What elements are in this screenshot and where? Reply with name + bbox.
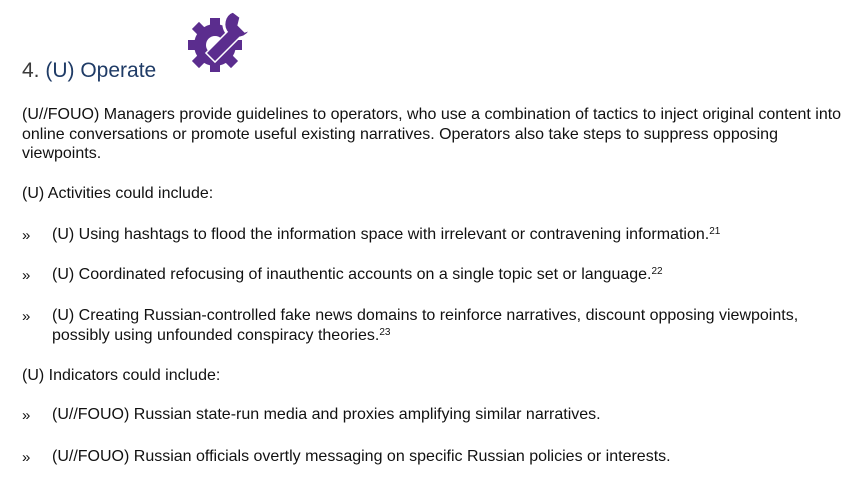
footnote-ref[interactable]: 23 — [379, 326, 391, 338]
section-number: 4. — [22, 59, 40, 82]
section-title: (U) Operate — [45, 59, 157, 82]
bullet-marker: » — [22, 267, 31, 284]
activity-text: (U) Creating Russian-controlled fake news domains to reinforce narratives, discount opposing viewpoints, possibly using unfounded conspiracy theories. — [52, 307, 799, 344]
activity-text: (U) Using hashtags to flood the information space with irrelevant or contravening information. — [52, 226, 710, 243]
bullet-marker: » — [22, 308, 31, 325]
gear-wrench-icon — [185, 3, 259, 75]
bullet-marker: » — [22, 407, 31, 424]
indicator-item: (U//FOUO) Russian state-run media and proxies amplifying similar narratives. — [52, 406, 601, 423]
activity-item — [52, 225, 852, 245]
activities-heading: (U) Activities could include: — [22, 185, 214, 202]
activity-text: (U) Coordinated refocusing of inauthentic accounts on a single topic set or language. — [52, 266, 652, 283]
indicators-heading: (U) Indicators could include: — [22, 367, 221, 384]
footnote-ref[interactable]: 22 — [651, 266, 663, 277]
indicator-item: (U//FOUO) Russian officials overtly messaging on specific Russian policies or interests. — [52, 448, 671, 465]
activity-item — [52, 265, 852, 285]
bullet-marker: » — [22, 449, 31, 466]
footnote-ref[interactable]: 21 — [709, 226, 721, 237]
bullet-marker: » — [22, 227, 31, 244]
section-heading — [22, 57, 156, 85]
intro-paragraph: (U//FOUO) Managers provide guidelines to operators, who use a combination of tactics to inject original content into online conversations or promote useful existing narratives. Operators also take steps to suppress opposing viewpoints. — [22, 106, 842, 162]
activity-item — [52, 306, 852, 345]
